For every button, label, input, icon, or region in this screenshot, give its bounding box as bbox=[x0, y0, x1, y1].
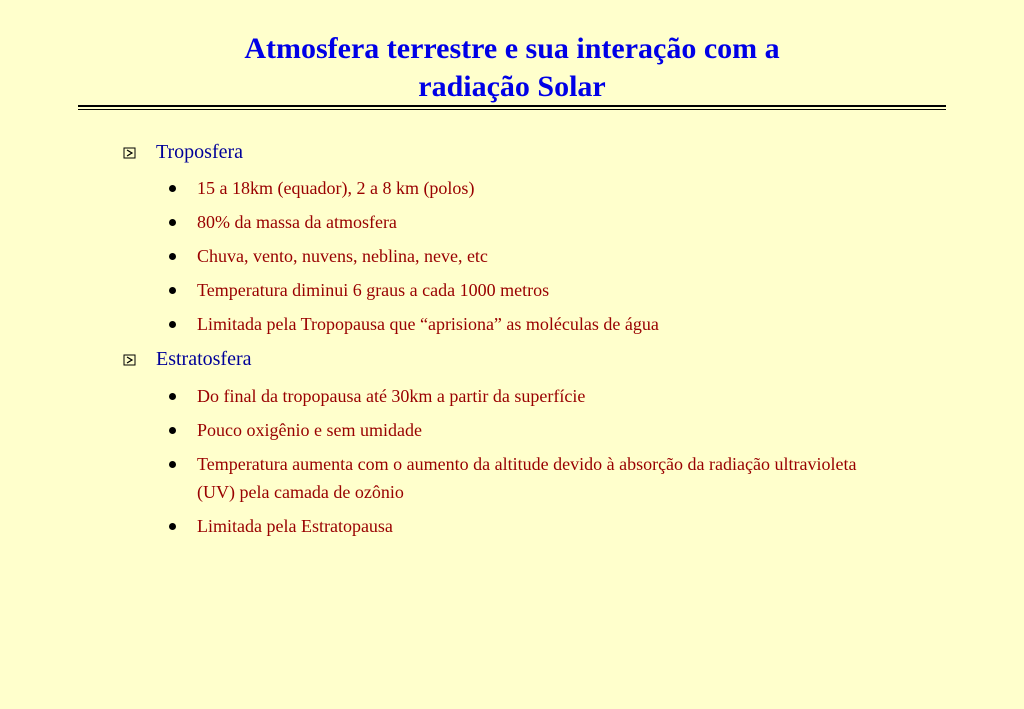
dot-bullet-icon bbox=[169, 523, 176, 530]
dot-bullet-icon bbox=[169, 461, 176, 468]
list-item: Limitada pela Estratopausa bbox=[197, 516, 393, 536]
slide-title bbox=[0, 30, 1024, 106]
list-item: Limitada pela Tropopausa que “aprisiona” as moléculas de água bbox=[197, 314, 659, 334]
section-label: Estratosfera bbox=[156, 348, 252, 370]
list-item: Temperatura aumenta com o aumento da altitude devido à absorção da radiação ultravioleta (UV) pela camada de ozônio bbox=[197, 454, 857, 502]
arrow-box-icon bbox=[122, 352, 138, 368]
dot-bullet-icon bbox=[169, 253, 176, 260]
dot-bullet-icon bbox=[169, 287, 176, 294]
dot-bullet-icon bbox=[169, 185, 176, 192]
list-item: 15 a 18km (equador), 2 a 8 km (polos) bbox=[197, 178, 475, 198]
dot-bullet-icon bbox=[169, 219, 176, 226]
title-divider-thin bbox=[78, 109, 946, 110]
list-item: 80% da massa da atmosfera bbox=[197, 212, 397, 232]
list-item: Do final da tropopausa até 30km a partir da superfície bbox=[197, 386, 586, 406]
list-item: Chuva, vento, nuvens, neblina, neve, etc bbox=[197, 246, 488, 266]
title-divider-thick bbox=[78, 105, 946, 107]
dot-bullet-icon bbox=[169, 321, 176, 328]
list-item: Pouco oxigênio e sem umidade bbox=[197, 420, 422, 440]
title-line-2: radiação Solar bbox=[418, 70, 606, 103]
dot-bullet-icon bbox=[169, 427, 176, 434]
list-item: Temperatura diminui 6 graus a cada 1000 metros bbox=[197, 280, 550, 300]
title-line-1: Atmosfera terrestre e sua interação com a bbox=[244, 32, 780, 65]
section-label: Troposfera bbox=[156, 141, 244, 163]
arrow-box-icon bbox=[122, 145, 138, 161]
dot-bullet-icon bbox=[169, 393, 176, 400]
